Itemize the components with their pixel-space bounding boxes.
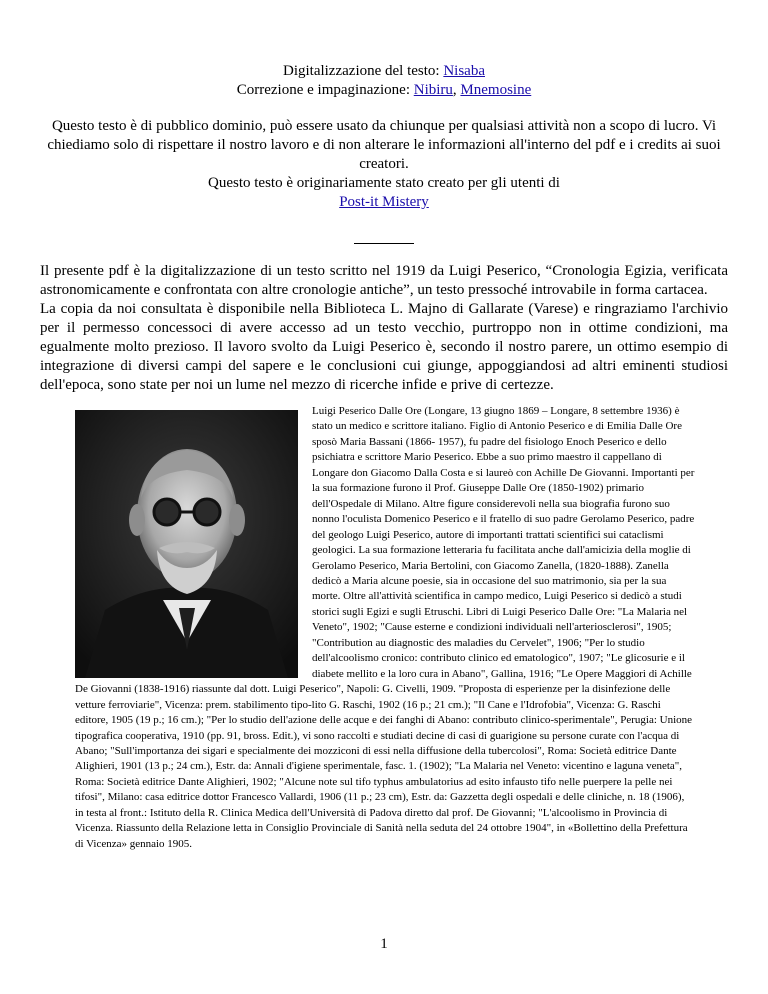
biography-text: Luigi Peserico Dalle Ore (Longare, 13 giugno 1869 – Longare, 8 settembre 1936) è stato un medico e scrittore italiano. Figlio di Antonio Peserico e di Emilia Dalle Ore sposò Maria Bassani (1866- 1957), fu padre del fisiologo Enoch Peserico e dello psichiatra e scrittore Mario Peserico. Ebbe a suo primo maestro il cappellano di Longare don Giacomo Dalla Costa e si laureò con Achille De Giovanni. Importanti per la sua formazione furono il Prof. Giuseppe Dalle Ore (1850-1902) primario dell'Ospedale di Milano. Altre figure considerevoli nella sua biografia furono suo nonno l'oculista Domenico Peserico e il fratello di suo padre Gerolamo Peserico, padre del geologo Luigi Peserico, autore di importanti trattati scientifici sui cataclismi geologici. La sua formazione letteraria fu facilitata anche dall'amicizia della moglie di Gerolamo Peserico, Maria Bertolini, con Giacomo Zanella, (1820-1888). Zanella dedicò a Maria alcune poesie, sia in occasione del suo matrimonio, sia per la sua morte. Oltre all'attività scientifica in campo medico, Luigi Peserico si dedicò a studi storici sugli Egizi e sugli Etruschi. Libri di Luigi Peserico Dalle Ore: "La Malaria nel Veneto", 1902; "Cause esterne e condizioni individuali nell'arteriosclerosi", 1905; "Contribution au diagnostic des maladies du Cervelet", 1906; "Per lo studio dell'alcoolismo cronico: contributo clinico ed ematologico", 1907; "Le glicosurie e il diabete mellito e la loro cura in Abano", Gallina, 1916; "Le Opere Maggiori di Achille De Giovanni (1838-1916) riassunte dal dott. Luigi Peserico", Napoli: G. Civelli, 1909. "Proposta di esperienze per la disinfezione delle vetture ferroviarie", Vicenza: prem. stabilimento tipo-lito G. Raschi, 1902 (16 p.; 21 cm.); "Il Cane e l'Idrofobia", Vicenza: G. Raschi editore, 1905 (19 p.; 16 cm.); "Per lo studio dell'azione delle acque e dei fanghi di Abano: contributo clinico-sperimentale", Perugia: Unione tipografica cooperativa, 1910 (pp. 91, bross. Edit.), vi sono raccolti e studiati decine di casi di guarigione su persone curate con l'acqua di Abano; "Sull'importanza dei sigari e specialmente dei mozziconi di essi nella diffusione della tubercolosi", Roma: Società editrice Dante Alighieri, 1901 (13 p.; 24 cm.), Estr. da: Annali d'igiene sperimentale, fasc. 1. (1902); "La Malaria nel Veneto: vicentino e laguna veneta", Roma: Società editrice Dante Alighieri, 1902; "Alcune note sul tifo typhus ambulatorius ad esito infausto tifo nelle puerpere la pelle nei tifosi", Milano: casa editrice dottor Francesco Vallardi, 1906 (11 p.; 23 cm), Estr. da: Gazzetta degli ospedali e delle cliniche, n. 18 (1906), in testa al front.: Istituto della R. Clinica Medica dell'Università di Padova diretto dal prof. De Giovanni; "L'alcoolismo in Provincia di Vicenza. Riassunto della Relazione letta in Consiglio Provinciale di Sanità nella seduta del 24 ottobre 1904", in «Bollettino della Prefettura di Vicenza» gennaio 1905. [75, 405, 695, 850]
page-number: 1 [380, 936, 388, 952]
notice-origin: Questo testo è originariamente stato creato per gli utenti di [208, 175, 560, 191]
correction-credit [0, 81, 768, 100]
intro-section [40, 262, 728, 395]
mnemosine-link[interactable]: Mnemosine [460, 82, 532, 98]
intro-paragraph-2: La copia da noi consultata è disponibile nella Biblioteca L. Majno di Gallarate (Varese) e ringraziamo l'archivio per il permesso concessoci di avere accesso ad un testo vecchio, purtroppo non in ottime condizioni, ma egualmente molto prezioso. Il lavoro svolto da Luigi Peserico è, secondo il nostro parere, un ottimo esempio di integrazione di diversi campi del sapere e le conclusioni cui giunge, appoggiandosi ad altri eminenti studiosi dell'epoca, sono state per noi un lume nel mezzo di ricerche infide e prive di certezze. [40, 301, 728, 393]
portrait-photo [75, 410, 298, 678]
digitalization-credit [0, 62, 768, 81]
notice-text: Questo testo è di pubblico dominio, può essere usato da chiunque per qualsiasi attività non a scopo di lucro. Vi chiediamo solo di rispettare il nostro lavoro e di non alterare le informazioni all'interno del pdf e i credits ai suoi creatori. [47, 118, 721, 172]
credits-block [0, 62, 768, 100]
post-it-mistery-link[interactable]: Post-it Mistery [339, 194, 429, 210]
author-portrait [75, 410, 298, 678]
nisaba-link[interactable]: Nisaba [443, 63, 485, 79]
public-domain-notice [40, 117, 728, 212]
correction-separator: , [452, 82, 461, 98]
intro-paragraph-1: Il presente pdf è la digitalizzazione di un testo scritto nel 1919 da Luigi Peserico, “Cronologia Egizia, verificata astronomicamente e confrontata con altre cronologie antiche”, un testo pressoché introvabile in forma cartacea. [40, 263, 728, 298]
nibiru-link[interactable]: Nibiru [413, 82, 453, 98]
section-divider [354, 243, 414, 244]
biography-section [75, 404, 695, 852]
digitalization-label: Digitalizzazione del testo: [282, 63, 444, 79]
correction-label: Correzione e impaginazione: [236, 82, 414, 98]
